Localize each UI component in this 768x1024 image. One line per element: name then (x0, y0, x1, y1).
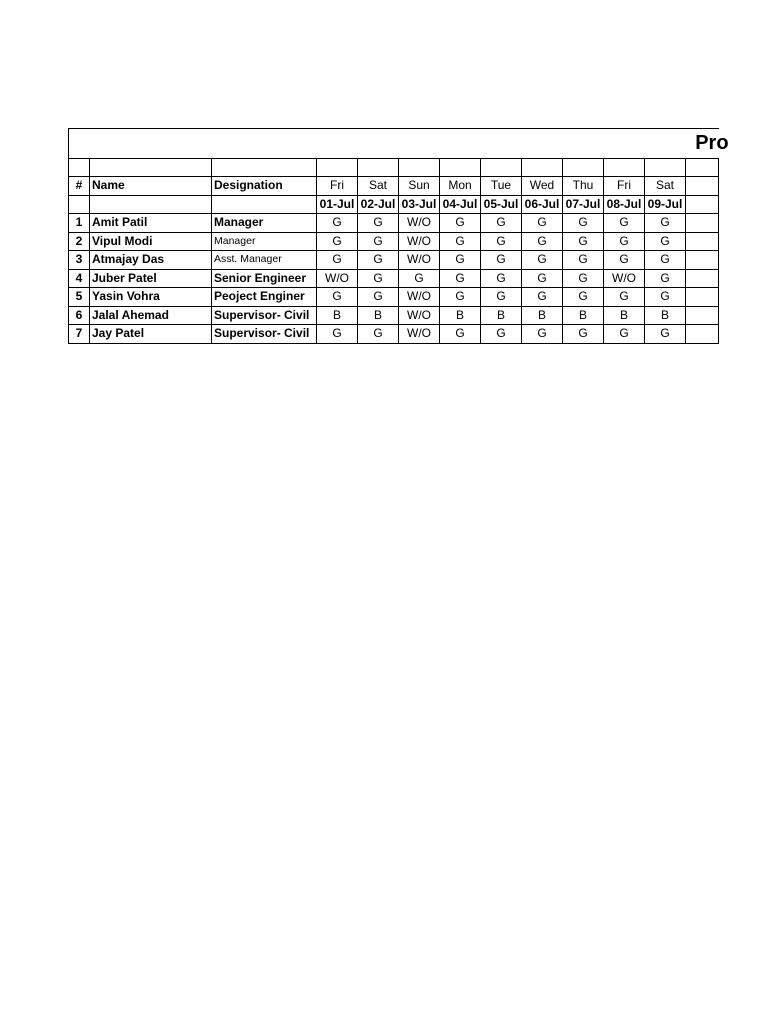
table-row (69, 269, 719, 288)
header-name: Name (90, 177, 212, 196)
row-number: 1 (69, 214, 90, 233)
employee-name: Jay Patel (90, 325, 212, 344)
attendance-cell: G (317, 325, 358, 344)
cell (399, 159, 440, 177)
employee-designation: Manager (212, 214, 317, 233)
attendance-cell: W/O (399, 325, 440, 344)
employee-name: Amit Patil (90, 214, 212, 233)
row-number: 3 (69, 251, 90, 270)
attendance-cell: G (481, 232, 522, 251)
attendance-cell: B (563, 306, 604, 325)
attendance-cell: G (481, 325, 522, 344)
header-date: 02-Jul (358, 195, 399, 214)
cell (358, 159, 399, 177)
header-designation: Designation (212, 177, 317, 196)
row-number: 6 (69, 306, 90, 325)
cell (69, 195, 90, 214)
cell (604, 159, 645, 177)
cell (481, 159, 522, 177)
cell (317, 159, 358, 177)
employee-designation: Senior Engineer (212, 269, 317, 288)
attendance-cell: W/O (399, 306, 440, 325)
employee-name: Yasin Vohra (90, 288, 212, 307)
attendance-cell: G (440, 325, 481, 344)
table-row (69, 214, 719, 233)
attendance-cell: W/O (317, 269, 358, 288)
table-row (69, 306, 719, 325)
employee-designation: Asst. Manager (212, 251, 317, 270)
sheet-title: Pro (695, 132, 729, 154)
attendance-cell: G (440, 214, 481, 233)
employee-designation: Supervisor- Civil (212, 325, 317, 344)
header-date: 03-Jul (399, 195, 440, 214)
header-num: # (69, 177, 90, 196)
cell (90, 195, 212, 214)
cell (686, 325, 719, 344)
table-row (69, 251, 719, 270)
attendance-cell: G (481, 214, 522, 233)
attendance-cell: G (522, 325, 563, 344)
attendance-cell: G (522, 251, 563, 270)
attendance-cell: G (358, 288, 399, 307)
attendance-cell: G (440, 251, 481, 270)
cell (686, 251, 719, 270)
spreadsheet-viewport (68, 128, 729, 344)
header-date: 08-Jul (604, 195, 645, 214)
attendance-cell: G (522, 288, 563, 307)
attendance-cell: G (440, 288, 481, 307)
employee-designation: Supervisor- Civil (212, 306, 317, 325)
cell (563, 159, 604, 177)
cell (686, 232, 719, 251)
attendance-table (68, 128, 729, 344)
title-cell (69, 129, 729, 159)
header-date: 09-Jul (645, 195, 686, 214)
attendance-cell: W/O (399, 288, 440, 307)
attendance-cell: G (645, 232, 686, 251)
attendance-cell: W/O (604, 269, 645, 288)
header-date: 05-Jul (481, 195, 522, 214)
attendance-cell: B (440, 306, 481, 325)
cell (686, 214, 719, 233)
attendance-cell: G (522, 269, 563, 288)
attendance-cell: G (604, 214, 645, 233)
employee-name: Vipul Modi (90, 232, 212, 251)
header-day: Sat (358, 177, 399, 196)
header-date: 04-Jul (440, 195, 481, 214)
attendance-cell: G (563, 288, 604, 307)
header-day: Wed (522, 177, 563, 196)
cell (686, 269, 719, 288)
cell (212, 195, 317, 214)
attendance-cell: W/O (399, 214, 440, 233)
attendance-cell: G (563, 214, 604, 233)
header-day: Sun (399, 177, 440, 196)
employee-designation: Peoject Enginer (212, 288, 317, 307)
attendance-cell: G (317, 251, 358, 270)
attendance-cell: G (358, 251, 399, 270)
table-row (69, 325, 719, 344)
header-row (69, 177, 719, 196)
attendance-cell: G (440, 232, 481, 251)
header-day: Fri (317, 177, 358, 196)
row-number: 5 (69, 288, 90, 307)
attendance-cell: B (317, 306, 358, 325)
attendance-cell: G (358, 269, 399, 288)
row-number: 4 (69, 269, 90, 288)
header-day: Sat (645, 177, 686, 196)
cell (212, 159, 317, 177)
attendance-cell: G (522, 214, 563, 233)
title-row (69, 129, 719, 159)
row-number: 2 (69, 232, 90, 251)
attendance-cell: G (317, 214, 358, 233)
cell (69, 159, 90, 177)
employee-designation: Manager (212, 232, 317, 251)
cell (686, 195, 719, 214)
cell (645, 159, 686, 177)
attendance-cell: G (645, 214, 686, 233)
attendance-cell: G (604, 232, 645, 251)
attendance-cell: G (317, 288, 358, 307)
table-row (69, 232, 719, 251)
cell (686, 159, 719, 177)
attendance-cell: G (563, 251, 604, 270)
header-day: Tue (481, 177, 522, 196)
cell (686, 177, 719, 196)
attendance-cell: G (645, 269, 686, 288)
employee-name: Atmajay Das (90, 251, 212, 270)
header-day: Mon (440, 177, 481, 196)
cell (90, 159, 212, 177)
attendance-cell: G (563, 325, 604, 344)
attendance-cell: W/O (399, 251, 440, 270)
cell (686, 288, 719, 307)
attendance-cell: G (481, 251, 522, 270)
employee-name: Juber Patel (90, 269, 212, 288)
header-date: 01-Jul (317, 195, 358, 214)
attendance-cell: G (563, 269, 604, 288)
attendance-cell: G (645, 288, 686, 307)
attendance-cell: B (604, 306, 645, 325)
attendance-cell: G (522, 232, 563, 251)
header-date: 06-Jul (522, 195, 563, 214)
row-number: 7 (69, 325, 90, 344)
attendance-cell: G (317, 232, 358, 251)
attendance-cell: G (604, 325, 645, 344)
attendance-cell: B (522, 306, 563, 325)
blank-row (69, 159, 719, 177)
attendance-cell: B (358, 306, 399, 325)
attendance-cell: G (604, 288, 645, 307)
attendance-cell: G (563, 232, 604, 251)
attendance-cell: G (399, 269, 440, 288)
attendance-cell: G (481, 269, 522, 288)
attendance-cell: G (358, 232, 399, 251)
header-date: 07-Jul (563, 195, 604, 214)
table-row (69, 288, 719, 307)
attendance-cell: B (481, 306, 522, 325)
attendance-cell: G (645, 251, 686, 270)
attendance-cell: G (604, 251, 645, 270)
cell (440, 159, 481, 177)
cell (686, 306, 719, 325)
employee-name: Jalal Ahemad (90, 306, 212, 325)
attendance-cell: W/O (399, 232, 440, 251)
attendance-cell: G (358, 214, 399, 233)
attendance-cell: G (440, 269, 481, 288)
attendance-cell: G (481, 288, 522, 307)
cell (522, 159, 563, 177)
attendance-cell: G (358, 325, 399, 344)
attendance-cell: B (645, 306, 686, 325)
header-day: Thu (563, 177, 604, 196)
header-day: Fri (604, 177, 645, 196)
attendance-cell: G (645, 325, 686, 344)
date-row (69, 195, 719, 214)
